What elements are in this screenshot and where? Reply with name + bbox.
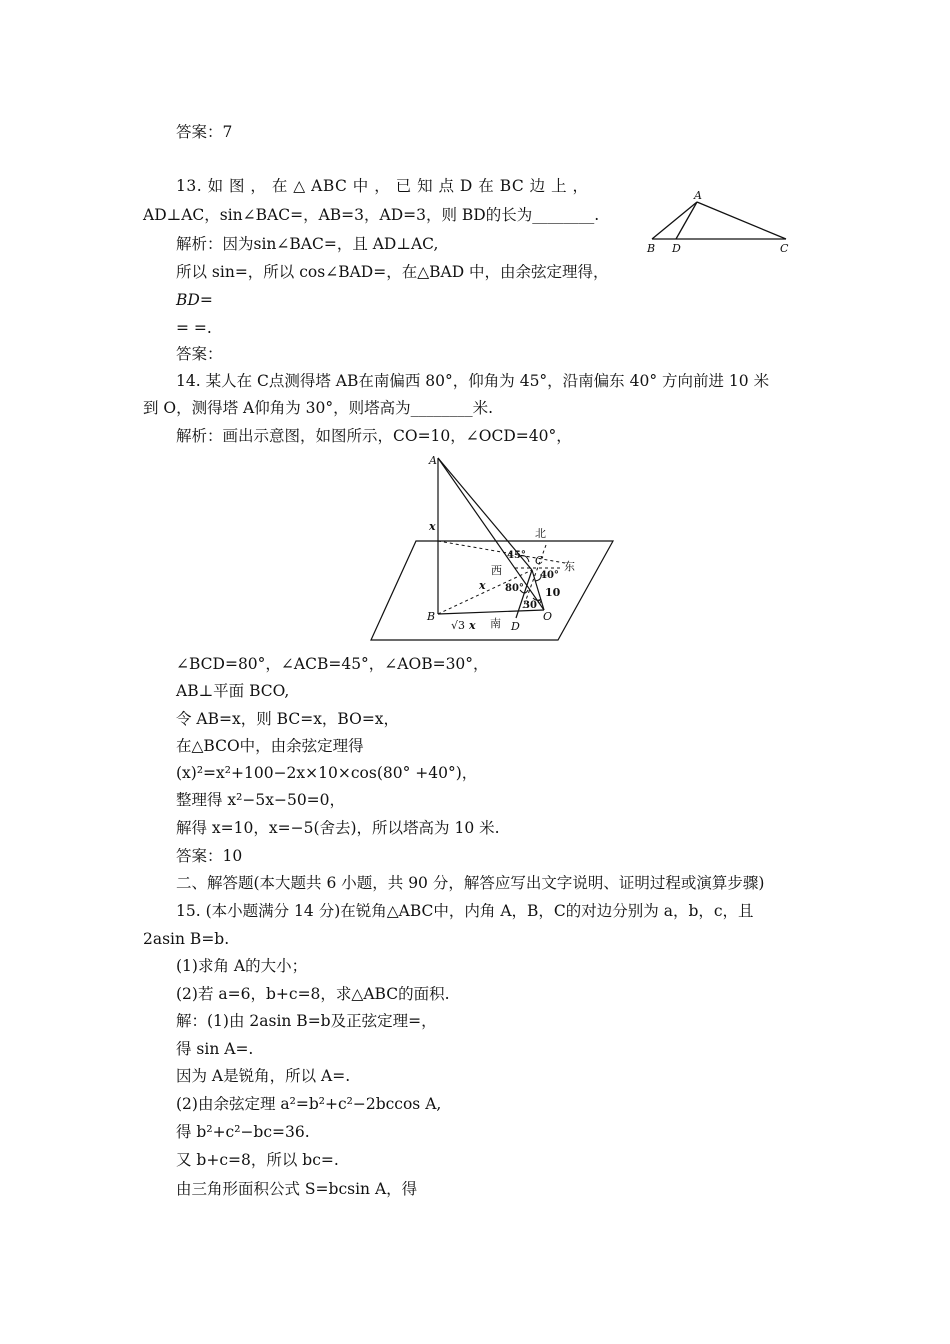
problem-14-perp: AB⊥平面 BCO, (176, 682, 290, 700)
label-x-bo: x (469, 619, 476, 632)
triangle-abc-figure (640, 188, 800, 260)
problem-13-stem: 13. 如 图 ， 在 △ ABC 中 ， 已 知 点 D 在 BC 边 上 ， (176, 177, 589, 195)
problem-13-bd-formula: BD= (176, 291, 213, 309)
label-a: A (429, 454, 437, 467)
problem-14-let: 令 AB=x，则 BC=x，BO=x， (176, 710, 400, 728)
problem-14-cosine-law: 在△BCO中，由余弦定理得 (176, 737, 364, 755)
label-b: B (427, 610, 436, 623)
label-sqrt3: √3 (451, 619, 466, 632)
problem-15-solution-2: 得 sin A=. (176, 1040, 254, 1058)
problem-15-condition: 2asin B=b. (143, 930, 230, 948)
label-south: 南 (490, 617, 501, 630)
label-angle-45: 45° (507, 550, 526, 561)
problem-15-part1: (1)求角 A的大小； (176, 957, 308, 975)
answer-14: 答案：10 (176, 847, 243, 865)
problem-15-solution-1: 解：(1)由 2asin B=b及正弦定理=， (176, 1012, 437, 1030)
problem-13-analysis-1: 解析：因为sin∠BAC=，且 AD⊥AC, (176, 235, 439, 253)
label-c: C (780, 242, 789, 255)
tower-measurement-figure (365, 450, 620, 645)
label-a: A (694, 189, 702, 202)
problem-13-condition: AD⊥AC，sin∠BAC=，AB=3，AD=3，则 BD的长为________. (143, 206, 600, 224)
label-ten: 10 (545, 586, 561, 599)
segment-ab (652, 202, 697, 239)
problem-15-solution-7: 由三角形面积公式 S=bcsin A，得 (176, 1180, 418, 1198)
problem-14-stem: 14. 某人在 C点测得塔 AB在南偏西 80°，仰角为 45°，沿南偏东 40° 方向前进 10 米 (176, 372, 770, 390)
label-x-bc: x (479, 579, 486, 592)
problem-15-solution-5: 得 b²+c²−bc=36. (176, 1123, 310, 1141)
label-angle-40: 40° (540, 570, 559, 581)
label-east: 东 (564, 560, 575, 573)
axis-horizontal (438, 541, 565, 563)
problem-15-solution-4: (2)由余弦定理 a²=b²+c²−2bccos A, (176, 1095, 442, 1113)
section-heading: 二、解答题(本大题共 6 小题，共 90 分，解答应写出文字说明、证明过程或演算步骤) (176, 874, 765, 892)
label-b: B (647, 242, 656, 255)
label-west: 西 (491, 564, 502, 577)
problem-14-simplify: 整理得 x²−5x−50=0， (176, 791, 346, 809)
label-north: 北 (535, 527, 546, 540)
problem-15-part2: (2)若 a=6，b+c=8，求△ABC的面积. (176, 985, 450, 1003)
problem-14-stem-cont: 到 O，测得塔 A仰角为 30°，则塔高为________米. (143, 399, 494, 417)
answer-12: 答案：7 (176, 123, 233, 141)
segment-ad (676, 202, 697, 239)
answer-13: 答案： (176, 345, 223, 363)
problem-15-solution-6: 又 b+c=8，所以 bc=. (176, 1151, 339, 1169)
label-o: O (543, 610, 553, 623)
problem-15-stem: 15. (本小题满分 14 分)在锐角△ABC中，内角 A，B，C的对边分别为 a，b，c，且 (176, 902, 754, 920)
problem-15-solution-3: 因为 A是锐角，所以 A=. (176, 1067, 351, 1085)
problem-13-analysis-2: 所以 sin=，所以 cos∠BAD=，在△BAD 中，由余弦定理得， (176, 263, 609, 281)
segment-ao (438, 458, 544, 610)
problem-13-result: = =. (176, 319, 212, 337)
problem-14-equation: (x)²=x²+100−2x×10×cos(80° +40°)， (176, 764, 478, 782)
label-angle-30: 30° (523, 600, 542, 611)
problem-14-analysis-1: 解析：画出示意图，如图所示，CO=10，∠OCD=40°， (176, 427, 572, 445)
segment-ac (697, 202, 786, 239)
label-d: D (511, 620, 520, 633)
problem-14-solve: 解得 x=10，x=−5(舍去)，所以塔高为 10 米. (176, 819, 500, 837)
label-d: D (672, 242, 681, 255)
label-x-tower: x (429, 520, 436, 533)
label-angle-80: 80° (505, 583, 524, 594)
problem-14-angles: ∠BCD=80°，∠ACB=45°，∠AOB=30°， (176, 655, 489, 673)
label-c: C (535, 554, 544, 567)
